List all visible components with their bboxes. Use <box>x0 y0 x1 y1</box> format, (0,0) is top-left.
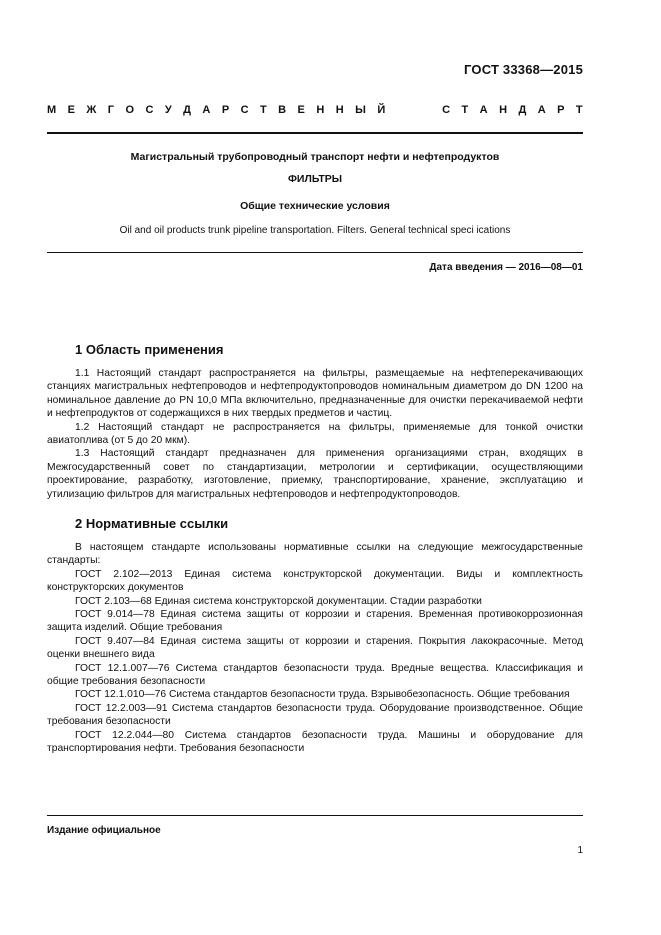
middle-rule <box>47 252 583 253</box>
edition-note: Издание официальное <box>47 825 161 836</box>
section-body-scope <box>47 367 583 501</box>
banner-letter: С <box>442 104 451 116</box>
banner-letter: Ж <box>86 104 97 116</box>
reference-item: ГОСТ 12.2.044—80 Система стандартов безопасности труда. Машины и оборудование для транспортирования нефти. Требования безопасности <box>47 729 583 755</box>
document-title: Магистральный трубопроводный транспорт нефти и нефтепродуктов <box>130 151 500 163</box>
banner-letter: Н <box>499 104 508 116</box>
banner-letter: Д <box>183 104 191 116</box>
paragraph: 1.3 Настоящий стандарт предназначен для применения организациями стран, входящих в Межгосударственный совет по стандартизации, метрологии и сертификации, осуществляющими проектирование, разработку, изготовление, приемку, транспортирование, хранение, эксплуатацию и утилизацию фильтров для магистральных нефтепроводов и нефтепродуктопроводов. <box>47 448 583 500</box>
banner-letter: Й <box>377 104 386 116</box>
paragraph: В настоящем стандарте использованы нормативные ссылки на следующие межгосударственные стандарты: <box>47 542 583 567</box>
banner-letter: А <box>479 104 488 116</box>
banner-letter: Т <box>461 104 469 116</box>
banner-letter: М <box>47 104 57 116</box>
banner-letter: Е <box>67 104 75 116</box>
banner-letter: С <box>240 104 249 116</box>
banner-gap <box>397 104 431 116</box>
banner-letter: Т <box>575 104 583 116</box>
footer-rule <box>47 815 583 816</box>
banner-letter: Т <box>259 104 267 116</box>
banner-letter: Ы <box>355 104 366 116</box>
document-code: ГОСТ 33368—2015 <box>464 62 583 77</box>
banner-letter: А <box>202 104 211 116</box>
reference-item: ГОСТ 12.1.007—76 Система стандартов безопасности труда. Вредные вещества. Классификация и общие требования безопасности <box>47 662 583 688</box>
document-subtitle: Общие технические условия <box>240 200 390 212</box>
reference-item: ГОСТ 12.1.010—76 Система стандартов безопасности труда. Взрывобезопасность. Общие требования <box>75 689 570 701</box>
banner-letter: Р <box>557 104 565 116</box>
paragraph: 1.1 Настоящий стандарт распространяется на фильтры, размещаемые на нефтеперекачивающих станциях магистральных нефтепроводов и нефтепродуктопроводов номинальным диаметром до DN 1200 на номинальное давление до PN 10,0 МПа включительно, предназначенные для очистки перекачиваемой нефти и нефтепродуктов от содержащихся в них твердых предметов и частиц. <box>47 368 583 420</box>
section-heading-references: 2 Нормативные ссылки <box>75 516 229 531</box>
top-rule <box>47 132 583 134</box>
banner-letter: Е <box>297 104 305 116</box>
reference-item: ГОСТ 9.014—78 Единая система защиты от коррозии и старения. Временная противокоррозионная защита изделий. Общие требования <box>47 609 583 634</box>
banner-letter: Г <box>107 104 115 116</box>
page-number: 1 <box>577 845 583 856</box>
banner-letter: У <box>164 104 172 116</box>
banner-letter: А <box>537 104 546 116</box>
standard-banner <box>47 104 583 116</box>
reference-item: ГОСТ 2.103—68 Единая система конструкторской документации. Стадии разработки <box>75 595 482 607</box>
introduction-date: Дата введения — 2016—08—01 <box>429 262 583 273</box>
banner-letter: В <box>278 104 287 116</box>
section-heading-scope: 1 Область применения <box>75 342 224 357</box>
english-title: Oil and oil products trunk pipeline transportation. Filters. General technical speci ications <box>119 225 511 236</box>
section-body-references <box>47 541 583 756</box>
reference-item: ГОСТ 9.407—84 Единая система защиты от коррозии и старения. Покрытия лакокрасочные. Метод оценки внешнего вида <box>47 635 583 661</box>
banner-letter: Д <box>518 104 527 116</box>
banner-letter: О <box>125 104 135 116</box>
paragraph: 1.2 Настоящий стандарт не распространяется на фильтры, применяемые для тонкой очистки авиатоплива (от 5 до 20 мкм). <box>47 421 583 447</box>
banner-letter: С <box>145 104 154 116</box>
reference-item: ГОСТ 2.102—2013 Единая система конструкторской документации. Виды и комплектность конструкторских документов <box>47 568 583 594</box>
banner-letter: Р <box>221 104 230 116</box>
document-subject: ФИЛЬТРЫ <box>287 173 343 185</box>
reference-item: ГОСТ 12.2.003—91 Система стандартов безопасности труда. Оборудование производственное. Общие требования безопасности <box>47 702 583 728</box>
banner-letter: Н <box>316 104 325 116</box>
banner-letter: Н <box>335 104 344 116</box>
